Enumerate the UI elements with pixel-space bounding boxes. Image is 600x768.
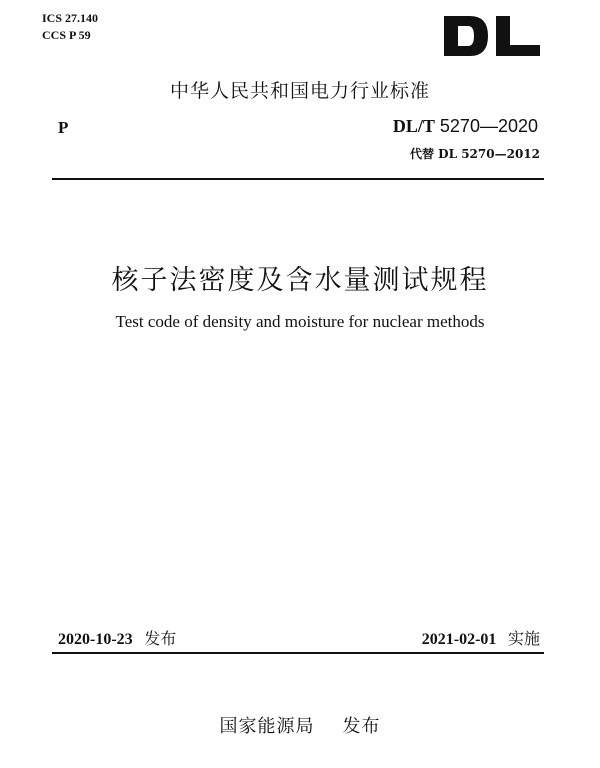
standard-number bbox=[393, 116, 538, 137]
title-chinese: 核子法密度及含水量测试规程 bbox=[111, 265, 489, 296]
replaces-note: 代替 DL 5270—2012 bbox=[410, 147, 540, 161]
issue-label: 发布 bbox=[144, 629, 177, 648]
dl-logo-letter-l bbox=[496, 16, 540, 56]
issue-line bbox=[58, 626, 176, 649]
implement-date: 2021-02-01 bbox=[421, 631, 497, 648]
standard-classification: 中华人民共和国电力行业标准 bbox=[169, 80, 430, 102]
implement-label: 实施 bbox=[507, 629, 540, 648]
publisher-action: 发布 bbox=[342, 716, 381, 737]
standard-number-value: 5270—2020 bbox=[439, 116, 538, 136]
dl-logo bbox=[442, 14, 542, 58]
bottom-divider bbox=[52, 652, 544, 654]
title-english: Test code of density and moisture for nuclear methods bbox=[115, 312, 485, 331]
issue-date: 2020-10-23 bbox=[58, 631, 133, 648]
publisher-line bbox=[0, 712, 600, 738]
dl-logo-letter-d bbox=[444, 16, 488, 56]
publisher-name: 国家能源局 bbox=[219, 716, 315, 737]
implement-line bbox=[422, 626, 540, 649]
top-divider bbox=[52, 178, 544, 180]
ics-code: ICS 27.140 bbox=[42, 11, 99, 25]
ccs-code: CCS P 59 bbox=[42, 28, 91, 42]
standard-number-prefix: DL/T bbox=[392, 116, 435, 136]
category-letter: P bbox=[58, 118, 69, 137]
